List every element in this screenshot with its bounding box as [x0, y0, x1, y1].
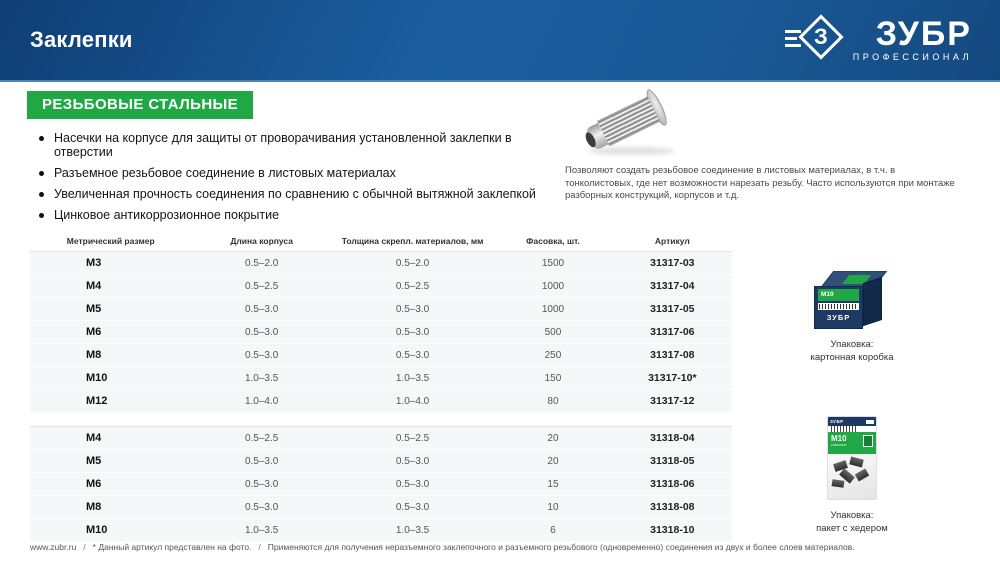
diamond-shape [798, 14, 843, 59]
table-cell: 31317-08 [650, 349, 695, 361]
product-column [565, 91, 972, 229]
table-cell: 500 [544, 326, 562, 338]
column-header: Метрический размер [30, 233, 191, 252]
table-cell: 31318-10 [650, 524, 695, 536]
site-url[interactable]: www.zubr.ru [30, 542, 77, 552]
table-cell: 1500 [541, 257, 565, 269]
table-cell: 0.5–3.0 [244, 303, 279, 315]
packaging-column [732, 233, 972, 542]
rivet-nut-photo [573, 93, 693, 157]
intro-column [27, 91, 565, 229]
table-header [30, 233, 732, 252]
table-body-2 [30, 427, 732, 542]
bag-size-label: M10 стальные [828, 432, 876, 454]
footnote-usage: Применяются для получения неразъемного заклепочного и разъемного резьбового (одновременно) соединения из двух и более слоев материалов. [267, 542, 855, 552]
table-row [30, 321, 732, 344]
table-cell: M8 [86, 501, 102, 513]
table-cell: 31318-04 [650, 432, 695, 444]
table-row [30, 427, 732, 450]
table-cell: 20 [547, 455, 559, 467]
table-cell: 0.5–2.5 [244, 280, 279, 292]
packaging-box-item [810, 271, 893, 364]
table-row [30, 519, 732, 542]
table-cell: M8 [86, 349, 102, 361]
table-cell: 31317-10* [648, 372, 697, 384]
table-cell: 1.0–3.5 [244, 524, 279, 536]
table-cell: 80 [547, 395, 559, 407]
table-row [30, 275, 732, 298]
table-cell: 31317-12 [650, 395, 695, 407]
table-cell: 31317-04 [650, 280, 695, 292]
page-title: Заклепки [30, 27, 133, 52]
table-cell: 1.0–4.0 [395, 395, 430, 407]
table-cell: M4 [86, 432, 102, 444]
table-cell: 1.0–3.5 [395, 524, 430, 536]
brand-subtitle: ПРОФЕССИОНАЛ [852, 51, 972, 62]
table-cell: 0.5–3.0 [244, 326, 279, 338]
packaging-caption-bag: Упаковка: пакет с хедером [816, 510, 888, 534]
tables-column [30, 233, 732, 542]
brand-logo [785, 14, 972, 62]
table-cell: 150 [544, 372, 562, 384]
bag-header-strip: ЗУБР [828, 417, 876, 426]
page-footer: www.zubr.ru / * Данный артикул представлен на фото. / Применяются для получения неразъемного заклепочного и разъемного резьбового (одновременно) соединения из двух и более слоев материалов. [30, 542, 855, 552]
table-cell: 1.0–3.5 [395, 372, 430, 384]
table-cell: 31318-05 [650, 455, 695, 467]
bag-contents [828, 454, 876, 499]
table-row [30, 252, 732, 275]
top-section [0, 82, 1000, 229]
table-header-row [30, 233, 732, 252]
rivet-graphic [578, 93, 668, 156]
table-cell: 0.5–3.0 [244, 455, 279, 467]
box-size-label: M10 [818, 289, 859, 301]
feature-list [37, 131, 565, 222]
table-cell: 1000 [541, 303, 565, 315]
column-header: Длина корпуса [191, 233, 331, 252]
feature-item: Увеличенная прочность соединения по сравнению с обычной вытяжной заклепкой [37, 187, 565, 201]
table-cell: 0.5–3.0 [395, 478, 430, 490]
table-cell: M5 [86, 303, 102, 315]
table-cell: M6 [86, 478, 102, 490]
brand-name: ЗУБР [875, 14, 972, 53]
table-cell: 31317-06 [650, 326, 695, 338]
table-row [30, 367, 732, 390]
table-cell: 0.5–2.5 [244, 432, 279, 444]
table-cell: 10 [547, 501, 559, 513]
column-header: Фасовка, шт. [493, 233, 612, 252]
table-cell: 1000 [541, 280, 565, 292]
box-brand-label: ЗУБР [826, 313, 851, 322]
table-cell: 1.0–4.0 [244, 395, 279, 407]
table-cell: M10 [86, 524, 108, 536]
column-header: Артикул [613, 233, 732, 252]
table-cell: 1.0–3.5 [244, 372, 279, 384]
column-header: Толщина скрепл. материалов, мм [332, 233, 493, 252]
table-cell: 15 [547, 478, 559, 490]
table-cell: M3 [86, 257, 102, 269]
main-section [0, 233, 1000, 542]
table-cell: 31318-08 [650, 501, 695, 513]
spec-table-1 [30, 233, 732, 413]
feature-item: Насечки на корпусе для защиты от проворачивания установленной заклепки в отверстии [37, 131, 565, 159]
brand-text [852, 14, 972, 62]
table-cell: M4 [86, 280, 102, 292]
table-cell: 0.5–3.0 [244, 478, 279, 490]
carton-box-image [814, 271, 890, 329]
packaging-bag-item [816, 416, 888, 535]
bag-image [827, 416, 877, 500]
box-barcode [818, 303, 859, 310]
table-cell: 0.5–3.0 [395, 326, 430, 338]
table-cell: 0.5–3.0 [244, 349, 279, 361]
section-badge: РЕЗЬБОВЫЕ СТАЛЬНЫЕ [27, 91, 253, 119]
table-row [30, 496, 732, 519]
table-cell: 0.5–3.0 [244, 501, 279, 513]
table-cell: 0.5–2.5 [395, 432, 430, 444]
table-cell: 31317-05 [650, 303, 695, 315]
table-row [30, 473, 732, 496]
table-cell: 0.5–3.0 [395, 501, 430, 513]
table-cell: 31317-03 [650, 257, 695, 269]
table-cell: 0.5–3.0 [395, 349, 430, 361]
table-cell: 250 [544, 349, 562, 361]
table-cell: M6 [86, 326, 102, 338]
table-cell: 0.5–2.5 [395, 280, 430, 292]
table-cell: 0.5–2.0 [395, 257, 430, 269]
table-cell: M10 [86, 372, 108, 384]
table-row [30, 298, 732, 321]
footnote-photo: * Данный артикул представлен на фото. [92, 542, 252, 552]
table-cell: 0.5–2.0 [244, 257, 279, 269]
table-row [30, 390, 732, 413]
table-row [30, 450, 732, 473]
product-description: Позволяют создать резьбовое соединение в листовых материалах, в т.ч. в тонколистовых, где нет возможности нарезать резьбу. Часто используются при монтаже разборных конструкций, корпусов и т.д. [565, 165, 955, 201]
table-cell: 31318-06 [650, 478, 695, 490]
zubr-diamond-icon [785, 18, 843, 62]
table-cell: 0.5–3.0 [395, 303, 430, 315]
table-cell: M12 [86, 395, 108, 407]
spec-table-2 [30, 426, 732, 542]
brand-letter: З [813, 23, 828, 49]
table-cell: M5 [86, 455, 102, 467]
table-cell: 0.5–3.0 [395, 455, 430, 467]
table-row [30, 344, 732, 367]
table-cell: 6 [550, 524, 556, 536]
page-header [0, 0, 1000, 82]
table-cell: 20 [547, 432, 559, 444]
packaging-caption-box: Упаковка: картонная коробка [810, 339, 894, 363]
table-body-1 [30, 252, 732, 413]
feature-item: Цинковое антикоррозионное покрытие [37, 208, 565, 222]
feature-item: Разъемное резьбовое соединение в листовых материалах [37, 166, 565, 180]
